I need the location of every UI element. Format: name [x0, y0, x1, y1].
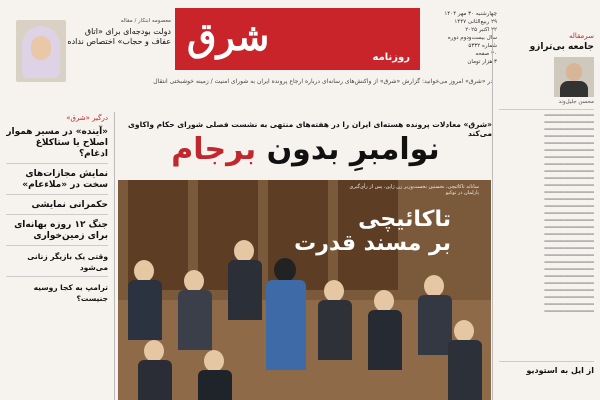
main-photo[interactable] [118, 180, 491, 400]
left-news-title: ترامپ به کجا روسیه جنیست؟ [33, 283, 108, 303]
editorial-title[interactable]: جامعه بی‌ترازو [529, 42, 594, 52]
date-line: ۳ هزار تومان [467, 59, 497, 65]
left-news-title: جنگ ۱۲ روزه بهانه‌ای برای زمین‌خواری [14, 220, 108, 241]
left-news-item[interactable] [6, 200, 108, 211]
left-column [0, 112, 115, 400]
columnist-photo [16, 20, 66, 82]
photo-overlay-line: بر مسند قدرت [294, 231, 451, 256]
masthead [175, 8, 420, 70]
strap-line: در «شرق» امروز می‌خوانید: گزارش «شرق» از واکنش‌های رسانه‌ای درباره ارجاع پرونده ایران به شورای امنیت / زمینه خوشبختی انتقال [153, 78, 493, 85]
columnist-title: دولت بودجه‌ای برای «اتاق عفاف و حجاب» اختصاص نداده [67, 27, 171, 46]
left-news-item[interactable] [6, 251, 108, 273]
columnist-box[interactable] [6, 10, 171, 100]
main-headline[interactable] [118, 132, 493, 167]
left-news-title: «آینده» در مسیر هموار اصلاح یا ستاکلاغ ادغام؟ [6, 127, 108, 159]
headline-part-black: نوامبرِ بدون [266, 132, 440, 167]
left-news-item[interactable] [6, 169, 108, 191]
left-news-title: نمایش مجازات‌های سخت در «ملاءعام» [22, 169, 108, 190]
photo-caption: ساناته تاکائیچی، نخستین نخست‌وزیر زن ژاپن، پس از رأی‌گیری پارلمان در توکیو [349, 184, 479, 196]
editorial-section-label: سرمقاله [568, 32, 594, 40]
date-line: ۲۹ ربیع‌الثانی ۱۴۴۷ [454, 19, 497, 25]
editorial-author: محسن جلیل‌وند [558, 99, 594, 105]
date-line: چهارشنبه ۳۰ مهر ۱۴۰۴ [444, 11, 497, 17]
masthead-subtitle: روزنامه [372, 52, 410, 63]
headline-kicker: «شرق» معادلات پرونده هسته‌ای ایران را در هفته‌های منتهی به نشست فصلی شورای حکام واکاوی می‌کند [128, 120, 492, 138]
date-line: ۲۰ صفحه [475, 51, 497, 57]
right-bottom-headline[interactable]: از ایل به استودیو [526, 366, 594, 375]
left-news-title: وقتی یک بازیگر زنانی می‌شود [27, 252, 108, 272]
left-section-label: درگیر «شرق» [66, 114, 108, 122]
right-column [492, 30, 600, 400]
author-photo [554, 57, 594, 97]
photo-overlay-line: تاکائیچی [358, 207, 451, 232]
date-block [422, 10, 497, 66]
columnist-byline: معصومه ابتکار / مقاله [120, 18, 171, 24]
left-news-item[interactable] [6, 127, 108, 160]
left-news-title: حکمرانی نمایشی [31, 200, 108, 210]
editorial-body: ━━━━━━━━━━━━━━━ ━━━━━━━━━━━━━━━ ━━━━━━━━━━━━━━━ ━━━━━━━━━━━━━━━ ━━━━━━━━━━━━━━━ ━━━━━━━━━━━━━━━ ━━━━━━━━━━━━━━━ ━━━━━━━━━━━━━━━ ━━━━━━━━━━━━━━━ ━━━━━━━━━━━━━━━ ━━━━━━━━━━━━━━━ ━━━━━━━━━━━━━━━ ━━━━━━━━━━━━━━━ ━━━━━━━━━━━━━━━ ━━━━━━━━━━━━━━━ ━━━━━━━━━━━━━━━ ━━━━━━━━━━━━━━━ ━━━━━━━━━━━━━━━ ━━━━━━━━━━━━━━━ ━━━━━━━━━━━━━━━ ━━━━━━━━━━━━━━━ ━━━━━━━━━━━━━━━ ━━━━━━━━━━━━━━━ ━━━━━━━━━━━━━━━ ━━━━━━━━━━━━━━━ ━━━━━━━━━━━━━━━ ━━━━━━━━━━━━━━━ ━━━━━━━━━━━━━━━ ━━━━━━━━━━━━━━━ [544, 113, 594, 315]
photo-overlay-title [294, 208, 451, 256]
left-news-item[interactable] [6, 282, 108, 304]
date-line: ۲۲ اکتبر ۲۰۲۵ [465, 27, 497, 33]
masthead-logo: شرق [187, 14, 270, 59]
left-news-item[interactable] [6, 220, 108, 242]
date-line: شماره ۵۳۳۲ [468, 43, 497, 49]
date-line: سال بیست‌ودوم دوره [447, 35, 497, 41]
headline-part-red: برجام [171, 132, 257, 167]
